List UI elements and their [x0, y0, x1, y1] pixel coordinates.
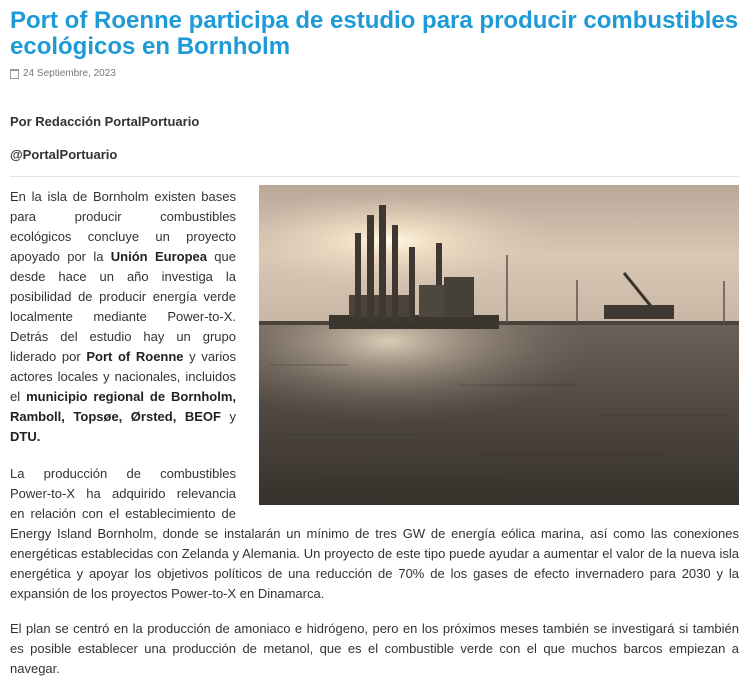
p2-line-2: Power-to-X ha adquirido relevancia	[10, 486, 236, 501]
paragraph-3: El plan se centró en la producción de amoniaco e hidrógeno, pero en los próximos meses también se investigará si también es posible establecer una producción de metanol, que es el combustible verde con el que muchos barcos empiezan a navegar.	[10, 621, 739, 676]
p1-line-5: desde hace un año investiga la	[10, 269, 236, 284]
p1-line-12: Ramboll, Topsøe, Ørsted, BEOF y	[10, 409, 236, 424]
byline: Por Redacción PortalPortuario	[10, 114, 200, 129]
paragraph-2-top	[10, 464, 236, 524]
paragraph-1	[10, 187, 236, 447]
p2-line-3: en relación con el establecimiento de	[10, 506, 236, 521]
p1-line-9: liderado por Port of Roenne y varios	[10, 349, 236, 364]
p1-line-13: DTU.	[10, 429, 41, 444]
p1-line-8: Detrás del estudio hay un grupo	[10, 329, 236, 344]
article-date	[10, 68, 116, 79]
p1-line-3: ecológicos concluye un proyecto	[10, 229, 236, 244]
divider	[10, 176, 739, 177]
p1-line-2: para producir combustibles	[10, 209, 236, 224]
calendar-icon	[10, 69, 19, 79]
p1-line-11: el municipio regional de Bornholm,	[10, 389, 236, 404]
twitter-handle[interactable]: @PortalPortuario	[10, 147, 118, 162]
article-photo	[259, 185, 739, 505]
p2-line-1: La producción de combustibles	[10, 466, 236, 481]
p1-line-6: posibilidad de producir energía verde	[10, 289, 236, 304]
article-title: Port of Roenne participa de estudio para producir combustibles ecológicos en Bornholm	[10, 7, 739, 60]
p1-line-7: localmente mediante Power-to-X.	[10, 309, 236, 324]
port-sunset-image	[259, 185, 739, 505]
eu-link: Unión Europea	[110, 249, 207, 264]
p1-line-10: actores locales y nacionales, incluidos	[10, 369, 236, 384]
p1-line-4: apoyado por la Unión Europea que	[10, 249, 236, 264]
date-text: 24 Septiembre, 2023	[23, 68, 116, 79]
paragraph-2-rest: Energy Island Bornholm, donde se instalarán un mínimo de tres GW de energía eólica marina, así como las conexiones energéticas establecidas con Zelanda y Alemania. Un proyecto de este tipo puede ayudar a aumentar el valor de la nueva isla energética y apoyar los objetivos políticos de una reducción de 70% de los gases de efecto invernadero para 2030 y la expansión de los proyectos Power-to-X en Dinamarca.	[10, 526, 739, 601]
p1-line-1: En la isla de Bornholm existen bases	[10, 189, 236, 204]
